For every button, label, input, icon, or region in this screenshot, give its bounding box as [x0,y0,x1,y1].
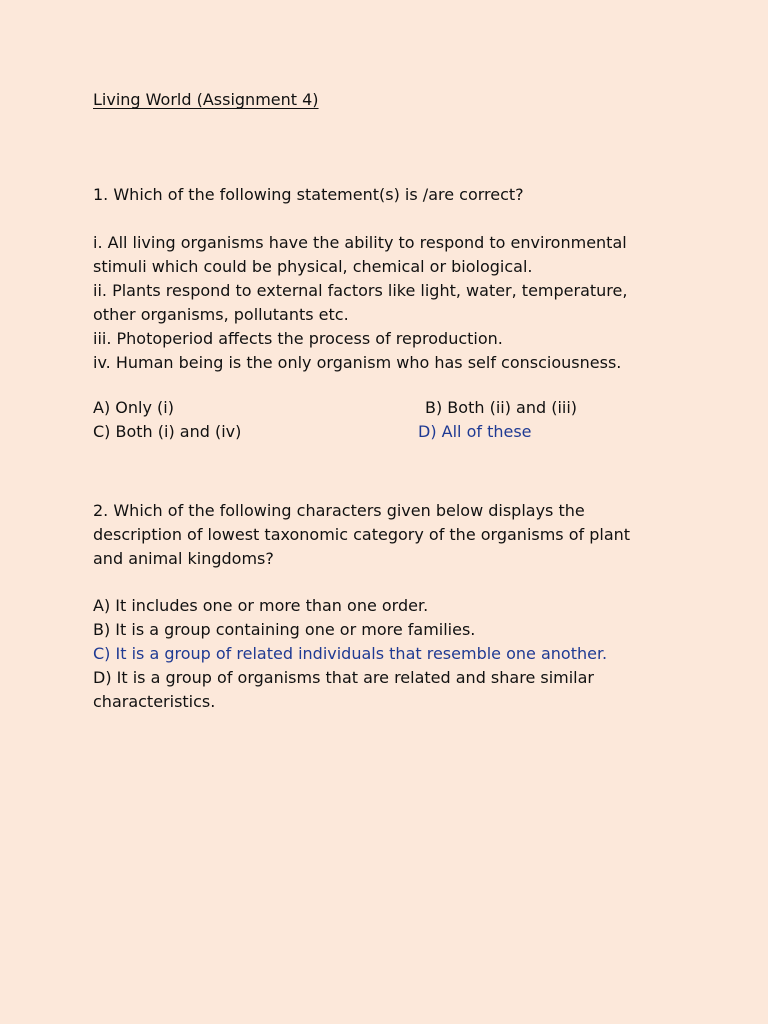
options-row [93,420,733,444]
statement-line: stimuli which could be physical, chemical or biological. [93,257,533,276]
document-title: Living World (Assignment 4) [93,90,319,109]
option-c-highlighted: C) It is a group of related individuals that resemble one another. [93,644,608,663]
options-row [93,396,733,420]
statement-line: i. All living organisms have the ability to respond to environmental [93,233,627,252]
option-a: A) It includes one or more than one order. [93,596,429,615]
statement-line: ii. Plants respond to external factors like light, water, temperature, [93,281,628,300]
question-2-options [93,594,607,714]
question-1-prompt-line: 1. Which of the following statement(s) is /are correct? [93,185,524,204]
assignment-page [93,0,733,1024]
question-1-prompt [93,183,524,207]
statement-line: iv. Human being is the only organism who has self consciousness. [93,353,622,372]
statement-line: iii. Photoperiod affects the process of reproduction. [93,329,503,348]
question-2-prompt-line: description of lowest taxonomic category of the organisms of plant [93,525,631,544]
option-c: C) Both (i) and (iv) [93,422,242,441]
question-2-prompt [93,499,630,571]
question-1-statements [93,231,627,375]
question-1-options [93,396,733,444]
question-2-prompt-line: and animal kingdoms? [93,549,274,568]
statement-line: other organisms, pollutants etc. [93,305,349,324]
option-d: D) It is a group of organisms that are related and share similar [93,668,595,687]
option-b: B) It is a group containing one or more families. [93,620,476,639]
option-d-highlighted: D) All of these [418,422,532,441]
option-a: A) Only (i) [93,398,174,417]
question-2-prompt-line: 2. Which of the following characters given below displays the [93,501,585,520]
option-b: B) Both (ii) and (iii) [425,398,578,417]
option-d-continuation: characteristics. [93,692,216,711]
